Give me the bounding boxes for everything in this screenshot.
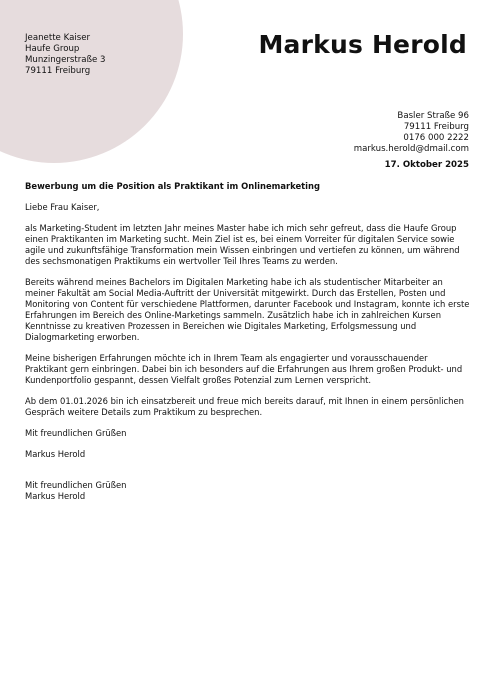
recipient-company: Haufe Group <box>25 44 80 54</box>
letter-salutation: Liebe Frau Kaiser, <box>25 202 100 212</box>
sender-address <box>354 111 469 155</box>
sender-name-heading: Markus Herold <box>258 30 467 59</box>
letter-paragraph: Meine bisherigen Erfahrungen möchte ich in Ihrem Team als engagierter und vorausschauender Praktikant gern einbringen. Dabei bin ich besonders auf die Erfahrungen aus Ihrem großen Produkt- und Kundenportfolio gespannt, dessen Vielfalt großes Potenzial zum Lernen verspricht. <box>25 353 463 385</box>
recipient-city: 79111 Freiburg <box>25 66 91 76</box>
recipient-name: Jeanette Kaiser <box>25 33 91 43</box>
sender-email: markus.herold@dmail.com <box>353 144 469 154</box>
footer-name: Markus Herold <box>25 491 86 501</box>
recipient-street: Munzingerstraße 3 <box>25 55 106 65</box>
letter-paragraph: als Marketing-Student im letzten Jahr meines Master habe ich mich sehr gefreut, dass die Haufe Group einen Praktikanten im Marketing sucht. Mein Ziel ist es, bei einem Vorreiter für digitalen Service sowie agile und zukunftsfähige Transformation mein Wissen einbringen und vertiefen zu können, um während des sechsmonatigen Praktikums ein wertvoller Teil Ihres Teams zu werden. <box>25 223 460 266</box>
letter-paragraph: Ab dem 01.01.2026 bin ich einsatzbereit und freue mich bereits darauf, mit Ihnen in einem persönlichen Gespräch weitere Details zum Praktikum zu besprechen. <box>25 396 464 417</box>
recipient-address <box>25 33 105 77</box>
letter-subject: Bewerbung um die Position als Praktikant im Onlinemarketing <box>25 181 320 191</box>
sender-city: 79111 Freiburg <box>403 122 469 132</box>
letter-date: 17. Oktober 2025 <box>384 160 469 170</box>
decorative-circle <box>0 0 183 163</box>
sender-street: Basler Straße 96 <box>397 111 469 121</box>
letter-signature: Markus Herold <box>25 449 86 459</box>
letter-paragraph: Bereits während meines Bachelors im Digitalen Marketing habe ich als studentischer Mitarbeiter an meiner Fakultät am Social Media-Auftritt der Universität mitgewirkt. Durch das Erstellen, Posten und Monitoring von Content für verschiedene Plattformen, darunter Facebook und Instagram, konnte ich erste Erfahrungen im Bereich des Online-Marketings sammeln. Zusätzlich habe ich in zahlreichen Kursen Kenntnisse zu kreativen Prozessen in Bereichen wie Digitales Marketing, Erfolgsmessung und Dialogmarketing erworben. <box>25 277 470 342</box>
letter-closing: Mit freundlichen Grüßen <box>25 428 127 438</box>
letter-body <box>25 181 471 502</box>
sender-phone: 0176 000 2222 <box>403 133 469 143</box>
footer-closing: Mit freundlichen Grüßen <box>25 480 127 490</box>
